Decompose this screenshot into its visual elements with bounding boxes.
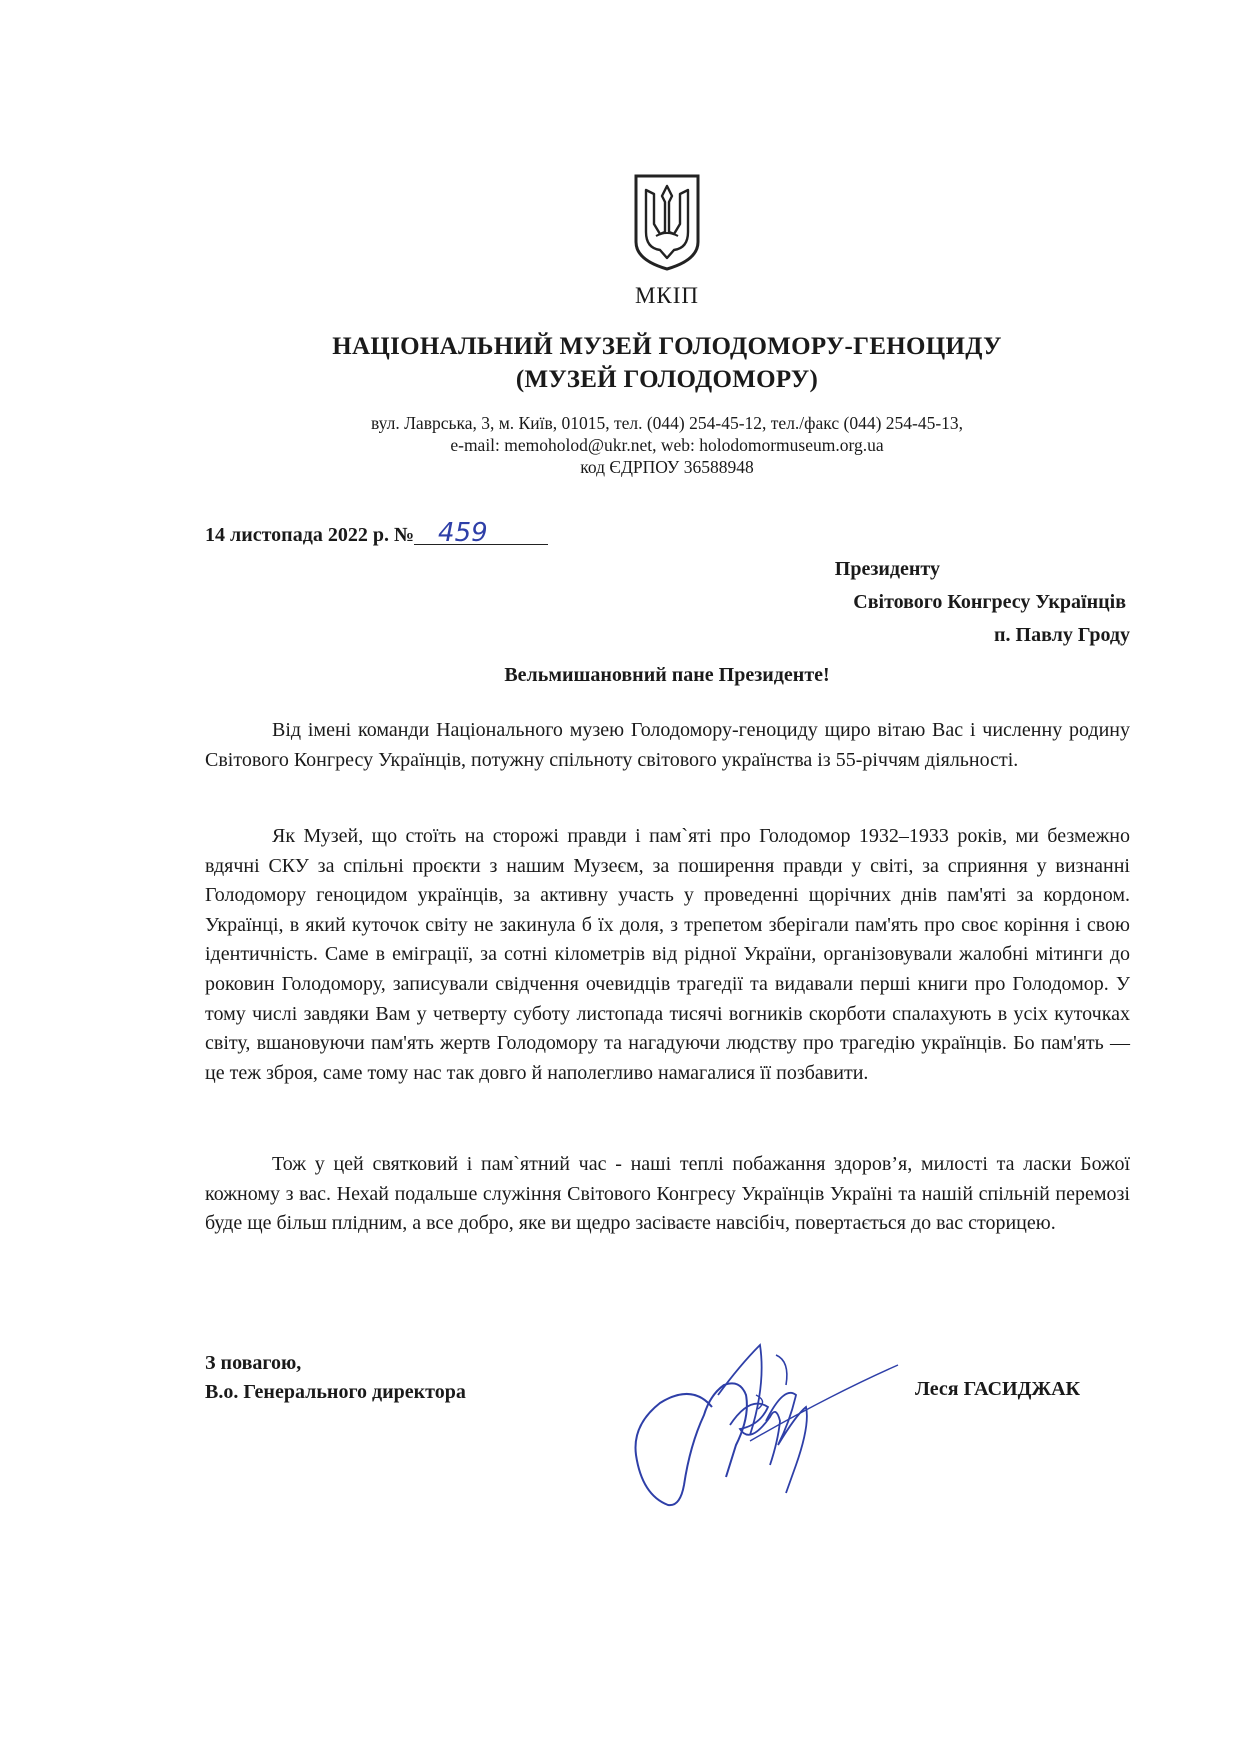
edrpou-line: код ЄДРПОУ 36588948 [580, 457, 754, 477]
organization-title [0, 330, 1240, 396]
signatory-name: Леся ГАСИДЖАК [915, 1378, 1081, 1400]
email-web-line: e-mail: memoholod@ukr.net, web: holodomormuseum.org.ua [450, 435, 884, 455]
signature-icon [600, 1325, 900, 1525]
body-paragraph-1 [205, 716, 1130, 775]
organization-short-name: (МУЗЕЙ ГОЛОДОМОРУ) [515, 366, 819, 393]
signatory-position: В.о. Генерального директора [205, 1381, 466, 1403]
organization-name: НАЦІОНАЛЬНИЙ МУЗЕЙ ГОЛОДОМОРУ-ГЕНОЦИДУ [332, 333, 1002, 360]
ministry-abbreviation: МКІП [634, 283, 700, 308]
paragraph-text: Від імені команди Національного музею Голодомору-геноциду щиро вітаю Вас і численну родину Світового Конгресу Українців, потужну спільноту світового українства із 55-річчям діяльності. [205, 719, 1130, 771]
addressee-name: п. Павлу Гроду [994, 624, 1130, 646]
paragraph-text: Тож у цей святковий і пам`ятний час - наші теплі побажання здоров’я, милості та ласки Божої кожному з вас. Нехай подальше служіння Світового Конгресу Українців Україні та нашій спільній перемозі буде ще більш плідним, а все добро, яке ви щедро засіваєте навсібіч, повертається до вас сторицею. [205, 1153, 1130, 1235]
closing-block [205, 1349, 466, 1407]
salutation: Вельмишановний пане Президенте! [504, 664, 830, 686]
letter-date: 14 листопада 2022 р. № [205, 524, 415, 546]
body-paragraph-2 [205, 822, 1130, 1088]
addressee-organization: Світового Конгресу Українців [853, 591, 1126, 613]
addressee-block [835, 553, 1130, 652]
registration-line [205, 518, 548, 548]
address-line: вул. Лаврська, 3, м. Київ, 01015, тел. (044) 254-45-12, тел./факс (044) 254-45-13, [370, 413, 964, 433]
paragraph-text: Як Музей, що стоїть на сторожі правди і пам`яті про Голодомор 1932–1933 років, ми безмежно вдячні СКУ за спільні проєкти з нашим Музеєм, за поширення правди у світі, за сприяння у визнанні Голодомору геноцидом українців, за активну участь у проведенні щорічних днів пам'яті за кордоном. Українці, в який куточок світу не закинула б їх доля, з трепетом зберігали пам'ять про своє коріння і свою ідентичність. Саме в еміграції, за сотні кілометрів від рідної України, організовували жалобні мітинги до роковин Голодомору, записували свідчення очевидців трагедії та видавали перші книги про Голодомор. У тому числі завдяки Вам у четверту суботу листопада тисячі вогників скорботи спалахують в усіх куточках світу, вшановуючи пам'ять жертв Голодомору та нагадуючи людству про трагедію українців. Бо пам'ять — це теж зброя, саме тому нас так довго й наполегливо намагалися її позбавити. [205, 825, 1130, 1084]
closing-regards: З повагою, [205, 1352, 302, 1374]
addressee-title: Президенту [834, 558, 940, 580]
registration-number: 459 [414, 522, 548, 545]
coat-of-arms-icon [632, 172, 702, 272]
body-paragraph-3 [205, 1150, 1130, 1239]
contact-block [0, 412, 1240, 478]
